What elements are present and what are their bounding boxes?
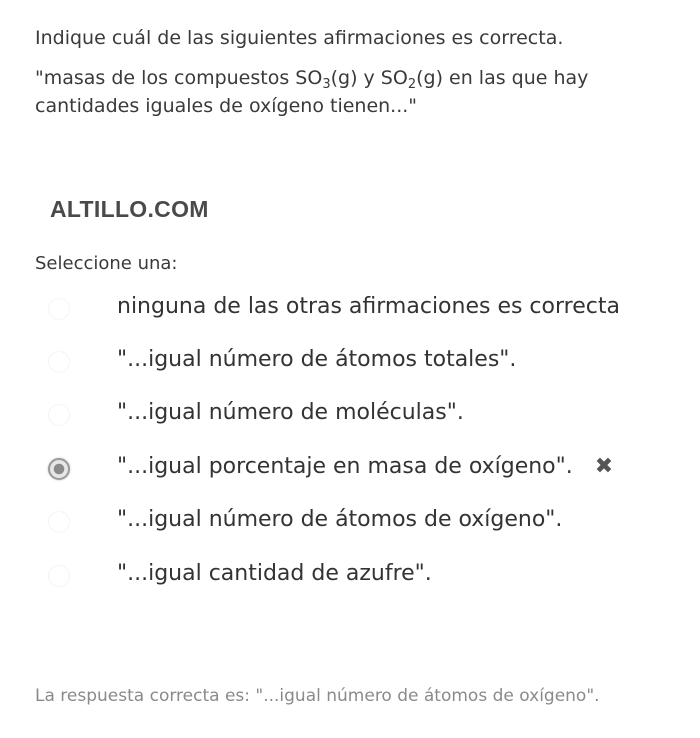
stem-subscript-1: 3 — [322, 77, 331, 92]
stem-part-3: (g) en las que hay cantidades iguales de oxígeno tienen..." — [35, 67, 589, 117]
answer-option-3[interactable] — [0, 391, 700, 441]
stem-part-2: (g) y SO — [330, 67, 408, 89]
answer-option-1[interactable] — [0, 285, 700, 335]
answer-option-label: "...igual número de átomos de oxígeno". — [117, 507, 563, 532]
answer-option-label: "...igual cantidad de azufre". — [117, 561, 432, 586]
answer-option-2[interactable] — [0, 338, 700, 388]
answer-option-6[interactable] — [0, 552, 700, 602]
answer-option-label-wrapper — [117, 454, 613, 479]
watermark: ALTILLO.COM — [50, 196, 209, 222]
radio-button[interactable] — [48, 565, 70, 587]
radio-button[interactable] — [48, 511, 70, 533]
correct-answer-feedback: La respuesta correcta es: "...igual número de átomos de oxígeno". — [35, 686, 600, 706]
answer-option-label: ninguna de las otras afirmaciones es correcta — [117, 294, 620, 319]
answer-option-label: "...igual porcentaje en masa de oxígeno". — [117, 454, 573, 479]
answer-option-label: "...igual número de moléculas". — [117, 400, 464, 425]
stem-subscript-2: 2 — [407, 77, 417, 92]
answer-option-label: "...igual número de átomos totales". — [117, 347, 517, 372]
incorrect-x-icon: ✖ — [594, 454, 614, 479]
radio-button[interactable] — [48, 351, 70, 373]
question-text — [35, 24, 675, 120]
radio-button-checked[interactable] — [48, 458, 70, 480]
answer-option-4-selected[interactable] — [0, 445, 700, 495]
answer-prompt: Seleccione una: — [35, 253, 178, 274]
question-instruction: Indique cuál de las siguientes afirmaciones es correcta. — [35, 27, 564, 49]
stem-part-1: "masas de los compuestos SO — [35, 67, 323, 89]
answer-option-5[interactable] — [0, 498, 700, 548]
question-stem — [35, 64, 675, 120]
radio-button[interactable] — [48, 404, 70, 426]
radio-button[interactable] — [48, 298, 70, 320]
